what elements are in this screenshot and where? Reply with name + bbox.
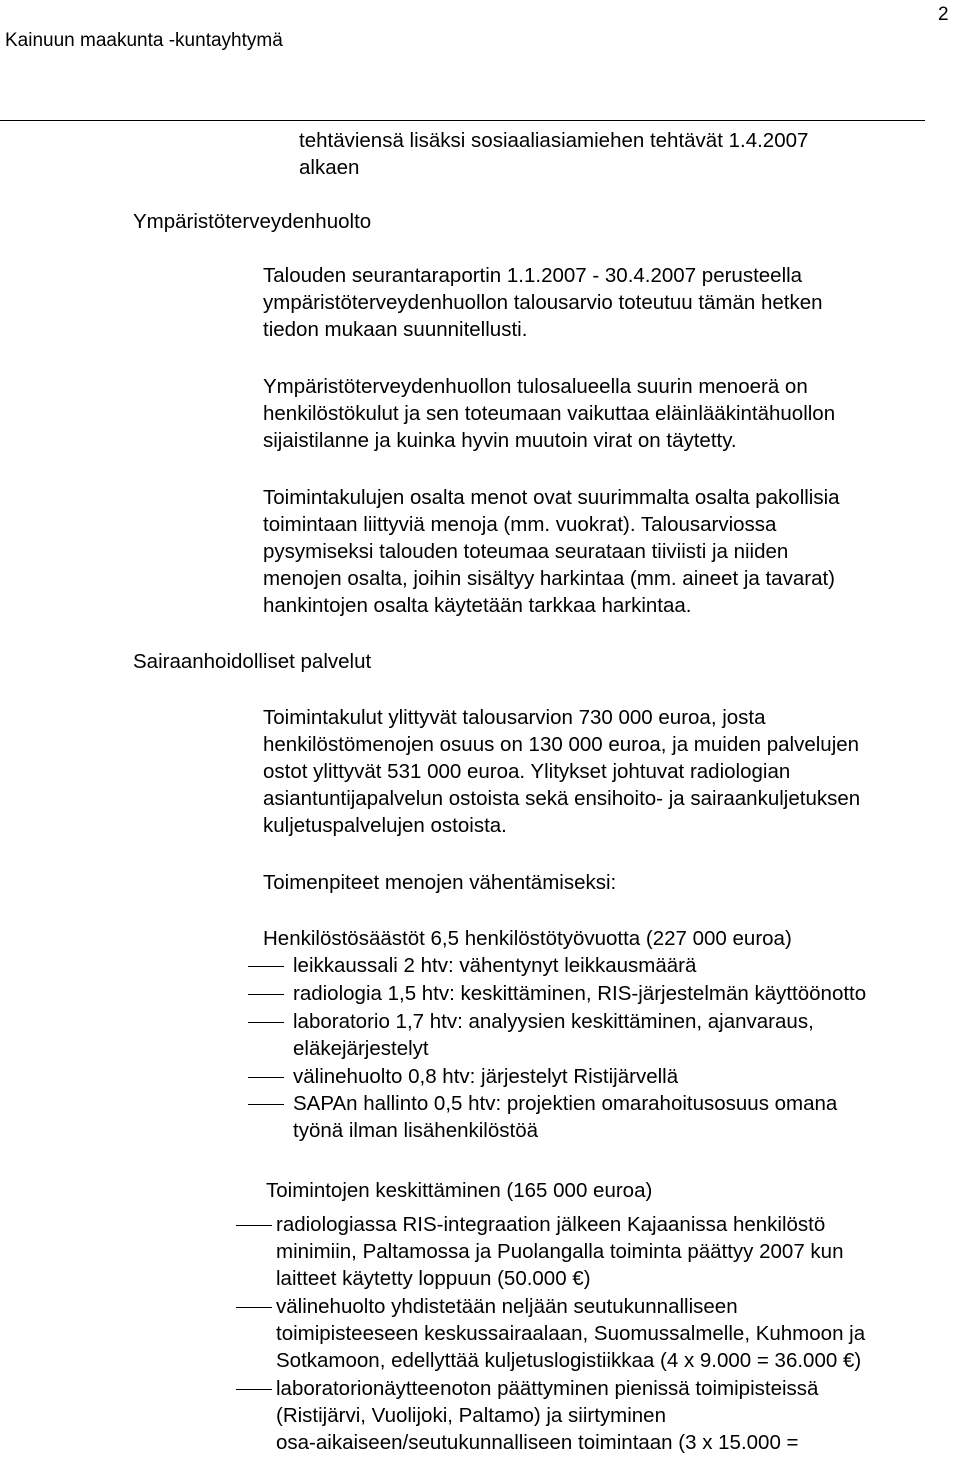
paragraph-line: Toimintakulut ylittyvät talousarvion 730 000 euroa, josta bbox=[263, 706, 766, 729]
paragraph-line: sijaistilanne ja kuinka hyvin muutoin virat on täytetty. bbox=[263, 429, 737, 452]
list-item: välinehuolto yhdistetään neljään seutukunnalliseen bbox=[276, 1295, 738, 1318]
list-item: radiologia 1,5 htv: keskittäminen, RIS-järjestelmän käyttöönotto bbox=[293, 982, 867, 1005]
paragraph-line: tiedon mukaan suunnitellusti. bbox=[263, 318, 528, 341]
measures-title: Toimenpiteet menojen vähentämiseksi: bbox=[263, 871, 617, 894]
paragraph-line: Ympäristöterveydenhuollon tulosalueella suurin menoerä on bbox=[263, 375, 808, 398]
intro-line: tehtäviensä lisäksi sosiaaliasiamiehen tehtävät 1.4.2007 bbox=[299, 129, 809, 152]
paragraph-line: kuljetuspalvelujen ostoista. bbox=[263, 814, 507, 837]
list-item: laboratorionäytteenoton päättyminen pienissä toimipisteissä bbox=[276, 1377, 819, 1400]
paragraph-line: ympäristöterveydenhuollon talousarvio toteutuu tämän hetken bbox=[263, 291, 823, 314]
centralization-title: Toimintojen keskittäminen (165 000 euroa) bbox=[266, 1179, 653, 1202]
list-item-continuation: eläkejärjestelyt bbox=[293, 1037, 429, 1060]
staff-savings-title: Henkilöstösäästöt 6,5 henkilöstötyövuotta (227 000 euroa) bbox=[263, 927, 792, 950]
list-item-continuation: osa-aikaiseen/seutukunnalliseen toimintaan (3 x 15.000 = bbox=[276, 1431, 799, 1454]
list-item-continuation: laitteet käytetty loppuun (50.000 €) bbox=[276, 1267, 591, 1290]
paragraph-line: toimintaan liittyviä menoja (mm. vuokrat). Talousarviossa bbox=[263, 513, 777, 536]
list-item-continuation: työnä ilman lisähenkilöstöä bbox=[293, 1119, 538, 1142]
paragraph-line: asiantuntijapalvelun ostoista sekä ensihoito- ja sairaankuljetuksen bbox=[263, 787, 861, 810]
list-item-continuation: Sotkamoon, edellyttää kuljetuslogistiikkaa (4 x 9.000 = 36.000 €) bbox=[276, 1349, 862, 1372]
dash-bullet-icon bbox=[248, 1077, 284, 1078]
dash-bullet-icon bbox=[248, 1022, 284, 1023]
section-heading-hospital-services: Sairaanhoidolliset palvelut bbox=[133, 650, 372, 673]
paragraph-line: ostot ylittyvät 531 000 euroa. Ylitykset johtuvat radiologian bbox=[263, 760, 791, 783]
intro-line: alkaen bbox=[299, 156, 360, 179]
paragraph-line: Toimintakulujen osalta menot ovat suurimmalta osalta pakollisia bbox=[263, 486, 840, 509]
paragraph-line: menojen osalta, joihin sisältyy harkintaa (mm. aineet ja tavarat) bbox=[263, 567, 835, 590]
organization-name: Kainuun maakunta -kuntayhtymä bbox=[5, 30, 283, 51]
dash-bullet-icon bbox=[248, 1104, 284, 1105]
dash-bullet-icon bbox=[236, 1389, 272, 1390]
paragraph-line: Talouden seurantaraportin 1.1.2007 - 30.4.2007 perusteella bbox=[263, 264, 803, 287]
dash-bullet-icon bbox=[236, 1307, 272, 1308]
paragraph-line: pysymiseksi talouden toteumaa seurataan tiiviisti ja niiden bbox=[263, 540, 789, 563]
list-item-continuation: minimiin, Paltamossa ja Puolangalla toiminta päättyy 2007 kun bbox=[276, 1240, 844, 1263]
dash-bullet-icon bbox=[248, 966, 284, 967]
section-heading-environmental-health: Ympäristöterveydenhuolto bbox=[133, 210, 372, 233]
dash-bullet-icon bbox=[248, 994, 284, 995]
paragraph-line: hankintojen osalta käytetään tarkkaa harkintaa. bbox=[263, 594, 692, 617]
list-item-continuation: toimipisteeseen keskussairaalaan, Suomussalmelle, Kuhmoon ja bbox=[276, 1322, 866, 1345]
list-item: SAPAn hallinto 0,5 htv: projektien omarahoitusosuus omana bbox=[293, 1092, 838, 1115]
header-rule bbox=[0, 120, 925, 121]
paragraph-line: henkilöstökulut ja sen toteumaan vaikuttaa eläinlääkintähuollon bbox=[263, 402, 836, 425]
list-item: leikkaussali 2 htv: vähentynyt leikkausmäärä bbox=[293, 954, 697, 977]
list-item: laboratorio 1,7 htv: analyysien keskittäminen, ajanvaraus, bbox=[293, 1010, 814, 1033]
paragraph-line: henkilöstömenojen osuus on 130 000 euroa, ja muiden palvelujen bbox=[263, 733, 860, 756]
list-item-continuation: (Ristijärvi, Vuolijoki, Paltamo) ja siirtyminen bbox=[276, 1404, 666, 1427]
list-item: radiologiassa RIS-integraation jälkeen Kajaanissa henkilöstö bbox=[276, 1213, 826, 1236]
dash-bullet-icon bbox=[236, 1225, 272, 1226]
list-item: välinehuolto 0,8 htv: järjestelyt Ristijärvellä bbox=[293, 1065, 679, 1088]
page-number: 2 bbox=[938, 4, 949, 25]
